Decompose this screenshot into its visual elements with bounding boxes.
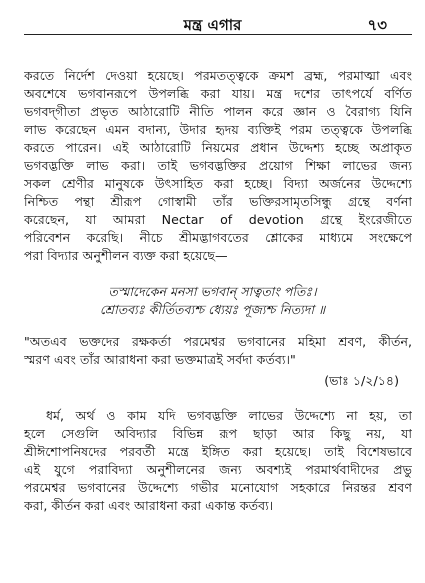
text-line: পরা বিদ্যার অনুশীলন ব্যক্ত করা হয়েছে— [24,248,228,263]
text-line: পরিবেশন করেছি। নীচে শ্রীমদ্ভাগবতের শ্লোকের মাধ্যমে সংক্ষেপে [24,230,412,245]
translation-line: স্মরণ এবং তাঁর আরাধনা করা ভক্তমাত্রই সর্বদা কর্তব্য।" [24,352,296,367]
text-line: নিশ্চিত পন্থা শ্রীরূপ গোস্বামী তাঁর ভক্তিরসামৃতসিন্ধু গ্রন্থে বর্ণনা [24,194,412,209]
text-line: শ্রীঈশোপনিষদের পরবর্তী মন্ত্রে ইঙ্গিত করা হয়েছে। তাই বিশেষভাবে [24,444,412,459]
text-line: করা, কীর্তন করা এবং আরাধনা করা একান্ত কর্তব্য। [24,498,274,513]
text-line: লাভ করেছেন এমন বদান্য, উদার হৃদয় ব্যক্তিই পরম তত্ত্বকে উপলব্ধি [24,122,412,137]
page-header [0,12,425,36]
text-line: পরমেশ্বর ভগবানের উদ্দেশ্যে গভীর মনোযোগ সহকারে নিরন্তর শ্রবণ [24,480,412,495]
page-number: ৭৩ [367,16,387,34]
text-line: হলে সেগুলি অবিদ্যার বিভিন্ন রূপ ছাড়া আর কিছু নয়, যা [24,426,412,441]
text-line: করেছেন, যা আমরা Nectar of devotion গ্রন্থে ইংরেজীতে [24,212,412,227]
verse-line: তস্মাদেকেন মনসা ভগবান্ সাত্বতাং পতিঃ। [108,284,317,299]
header-rule [24,34,412,35]
verse-citation: (ভাঃ ১/২/১৪) [324,373,399,388]
text-line: ধর্ম, অর্থ ও কাম যদি ভগবদ্ভক্তি লাভের উদ্দেশ্যে না হয়, তা [46,408,412,423]
text-line: এই যুগে পরাবিদ্যা অনুশীলনের জন্য অবশ্যই পরমার্থবাদীদের প্রভু [24,462,412,477]
chapter-title: মন্ত্র এগার [183,16,242,34]
text-line: ভগবদ্ভক্তি লাভ করা। তাই ভগবদ্ভক্তির প্রয়োগ শিক্ষা লাভের জন্য [24,158,412,173]
translation-line: "অতএব ভক্তদের রক্ষকর্তা পরমেশ্বর ভগবানের মহিমা শ্রবণ, কীর্তন, [24,334,412,349]
text-line: অবশেষে ভগবানরূপে উপলব্ধি করা যায়। মন্ত্র দশের তাৎপর্যে বর্ণিত [24,86,412,101]
text-line: করতে নির্দেশ দেওয়া হয়েছে। পরমতত্ত্বকে ক্রমশ ব্রহ্ম, পরমাত্মা এবং [24,68,412,83]
text-line: সকল শ্রেণীর মানুষকে উৎসাহিত করা হচ্ছে। বিদ্যা অর্জনের উদ্দেশ্যে [24,176,412,191]
text-line: ভগবদ্‌গীতা প্রভৃত আঠারোটি নীতি পালন করে জ্ঞান ও বৈরাগ্য যিনি [24,104,412,119]
verse-line: শ্রোতব্যঃ কীর্তিতব্যশ্চ ধ্যেয়ঃ পূজ্যশ্চ নিত্যদা ॥ [99,302,326,317]
text-line: করতে পারেন। এই আঠারোটি নিয়মের প্রধান উদ্দেশ্য হচ্ছে অপ্রাকৃত [24,140,412,155]
